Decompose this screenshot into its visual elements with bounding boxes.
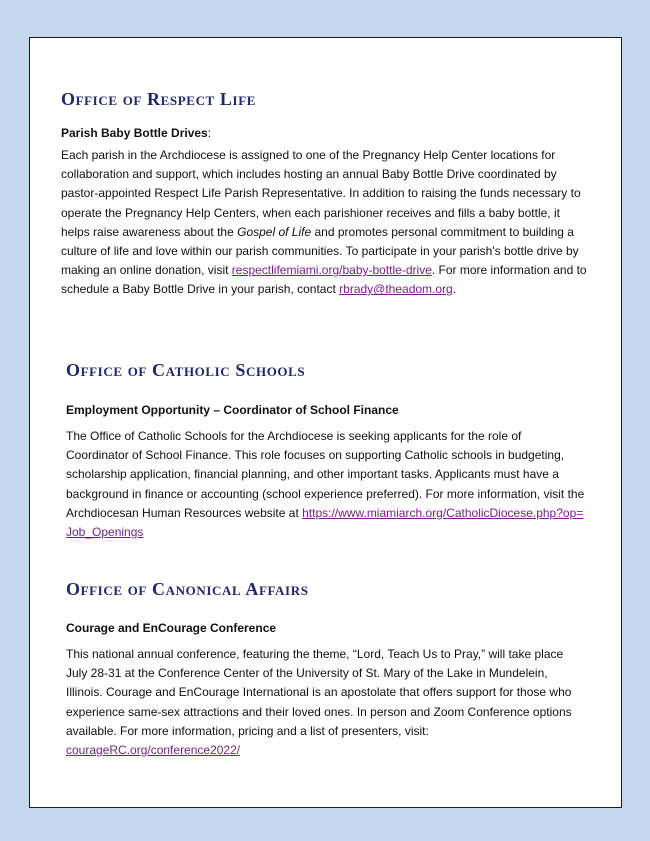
respect-life-subheading-colon: : bbox=[207, 126, 212, 140]
catholic-schools-subheading: Employment Opportunity – Coordinator of School Finance bbox=[66, 403, 399, 417]
page-frame bbox=[29, 37, 622, 808]
respect-life-body-part-4: . bbox=[452, 282, 457, 297]
rbrady-email-link[interactable]: rbrady@theadom.org bbox=[339, 282, 453, 297]
catholic-schools-body bbox=[66, 427, 587, 542]
catholic-schools-heading: Office of Catholic Schools bbox=[66, 360, 306, 380]
canonical-affairs-body bbox=[66, 645, 587, 760]
catholic-schools-body-text: The Office of Catholic Schools for the Archdiocese is seeking applicants for the role of Coordinator of School Finance. This role focuses on supporting Catholic schools in budgeting, scholarship application, financial planning, and other important tasks. Applicants must have a background in finance or accounting (school experience preferred). For more information, visit the Archdiocesan Human Resources website at bbox=[66, 429, 585, 520]
canonical-affairs-heading: Office of Canonical Affairs bbox=[66, 579, 309, 599]
respect-life-body bbox=[61, 146, 587, 300]
canonical-affairs-subheading: Courage and EnCourage Conference bbox=[66, 621, 277, 635]
baby-bottle-drive-link[interactable]: respectlifemiami.org/baby-bottle-drive bbox=[231, 263, 432, 278]
section-catholic-schools bbox=[66, 359, 587, 542]
canonical-affairs-body-text: This national annual conference, featuring the theme, “Lord, Teach Us to Pray,” will take place July 28-31 at the Conference Center of the University of St. Mary of the Lake in Mundelein, Illinois. Courage and EnCourage International is an apostolate that offers support for those who experience same-sex attractions and their loved ones. In person and Zoom Conference options available. For more information, pricing and a list of presenters, visit: bbox=[66, 647, 572, 738]
section-canonical-affairs bbox=[66, 578, 587, 760]
respect-life-body-italic: Gospel of Life bbox=[237, 224, 312, 239]
courage-conference-link[interactable]: courageRC.org/conference2022/ bbox=[66, 743, 241, 758]
respect-life-heading: Office of Respect Life bbox=[61, 89, 257, 109]
respect-life-body-part-1: Each parish in the Archdiocese is assigned to one of the Pregnancy Help Center locations for collaboration and support, which includes hosting an annual Baby Bottle Drive coordinated by pastor-appointed Respect Life Parish Representative. In addition to raising the funds necessary to operate the Pregnancy Help Centers, when each parishioner receives and fills a baby bottle, it helps raise awareness about the bbox=[61, 148, 581, 239]
respect-life-subheading bbox=[61, 125, 587, 141]
respect-life-body-part-3: . For more information and to schedule a Baby Bottle Drive in your parish, contact bbox=[61, 263, 587, 297]
respect-life-subheading-text: Parish Baby Bottle Drives bbox=[61, 126, 208, 140]
section-respect-life bbox=[61, 88, 587, 300]
job-openings-link[interactable]: https://www.miamiarch.org/CatholicDiocese.php?op=Job_Openings bbox=[66, 505, 584, 540]
respect-life-body-part-2: and promotes personal commitment to building a culture of life and love within our parish communities. To participate in your parish's bottle drive by making an online donation, visit bbox=[61, 224, 579, 278]
